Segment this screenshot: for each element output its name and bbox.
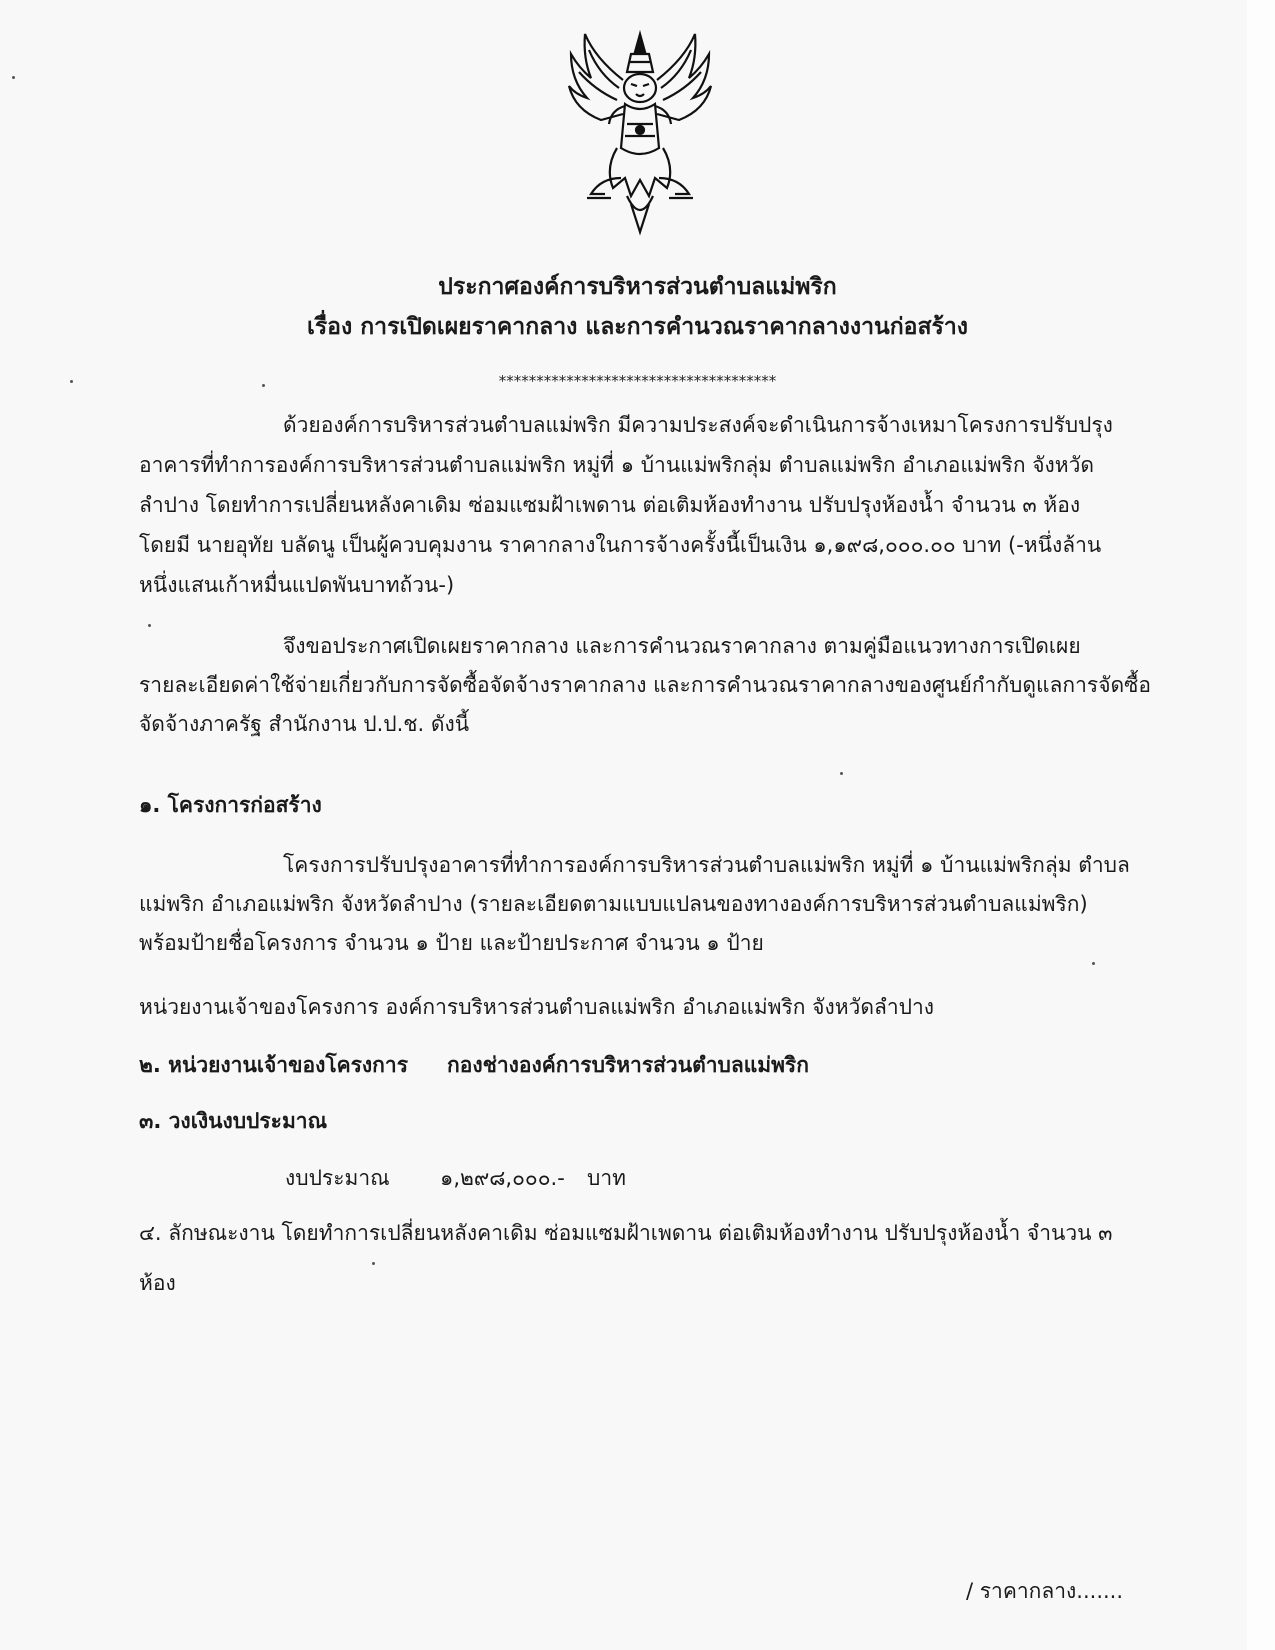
scan-speck: [1092, 962, 1095, 965]
section-1-line: โครงการปรับปรุงอาคารที่ทำการองค์การบริหารส่วนตำบลแม่พริก หมู่ที่ ๑ บ้านแม่พริกลุ่ม ตำบล: [283, 853, 1130, 877]
project-owner-line: หน่วยงานเจ้าของโครงการ องค์การบริหารส่วนตำบลแม่พริก อำเภอแม่พริก จังหวัดลำปาง: [139, 995, 935, 1019]
section-4-line: ๔. ลักษณะงาน โดยทำการเปลี่ยนหลังคาเดิม ซ่อมแซมฝ้าเพดาน ต่อเติมห้องทำงาน ปรับปรุงห้องน้ำ จำนวน ๓: [139, 1221, 1113, 1245]
announce-line: รายละเอียดค่าใช้จ่ายเกี่ยวกับการจัดซื้อจัดจ้างราคากลาง และการคำนวณราคากลางของศูนย์กำกับดูแลการจัดซื้อ: [139, 673, 1152, 697]
scan-speck: [70, 380, 73, 383]
announcement-subject: เรื่อง การเปิดเผยราคากลาง และการคำนวณราคากลางงานก่อสร้าง: [306, 314, 969, 340]
section-1-line: แม่พริก อำเภอแม่พริก จังหวัดลำปาง (รายละเอียดตามแบบแปลนของทางองค์การบริหารส่วนตำบลแม่พริก): [139, 892, 1088, 916]
intro-line: ลำปาง โดยทำการเปลี่ยนหลังคาเดิม ซ่อมแซมฝ้าเพดาน ต่อเติมห้องทำงาน ปรับปรุงห้องน้ำ จำนวน ๓ ห้อง: [139, 493, 1081, 517]
scan-speck: [12, 76, 15, 79]
section-1-line: พร้อมป้ายชื่อโครงการ จำนวน ๑ ป้าย และป้ายประกาศ จำนวน ๑ ป้าย: [139, 931, 764, 955]
budget-value: ๑,๒๙๘,๐๐๐.-: [440, 1166, 565, 1190]
separator-line: *************************************: [498, 372, 777, 390]
budget-label: งบประมาณ: [285, 1166, 390, 1190]
scan-speck: [262, 384, 265, 387]
scan-speck: [372, 1262, 375, 1265]
section-4-line: ห้อง: [139, 1271, 176, 1295]
intro-line: หนึ่งแสนเก้าหมื่นแปดพันบาทถ้วน-): [139, 573, 455, 597]
announce-line: จึงขอประกาศเปิดเผยราคากลาง และการคำนวณราคากลาง ตามคู่มือแนวทางการเปิดเผย: [283, 634, 1081, 658]
section-2-value: กองช่างองค์การบริหารส่วนตำบลแม่พริก: [447, 1053, 809, 1077]
intro-line: โดยมี นายอุทัย บลัดนู เป็นผู้ควบคุมงาน ราคากลางในการจ้างครั้งนี้เป็นเงิน ๑,๑๙๘,๐๐๐.๐๐ บาท (-หนึ่งล้าน: [139, 533, 1102, 557]
budget-unit: บาท: [587, 1166, 626, 1190]
intro-line: อาคารที่ทำการองค์การบริหารส่วนตำบลแม่พริก หมู่ที่ ๑ บ้านแม่พริกลุ่ม ตำบลแม่พริก อำเภอแม่พริก จังหวัด: [139, 453, 1095, 477]
section-2-heading: ๒. หน่วยงานเจ้าของโครงการ: [139, 1053, 408, 1077]
section-1-heading: ๑. โครงการก่อสร้าง: [139, 793, 322, 817]
announcement-title: ประกาศองค์การบริหารส่วนตำบลแม่พริก: [438, 274, 837, 300]
announce-line: จัดจ้างภาครัฐ สำนักงาน ป.ป.ช. ดังนี้: [139, 712, 470, 736]
scan-speck: [148, 624, 151, 627]
section-3-heading: ๓. วงเงินงบประมาณ: [139, 1109, 328, 1133]
garuda-emblem: [565, 28, 715, 238]
scan-speck: [840, 772, 843, 775]
scan-edge: [1247, 0, 1275, 1650]
intro-line: ด้วยองค์การบริหารส่วนตำบลแม่พริก มีความประสงค์จะดำเนินการจ้างเหมาโครงการปรับปรุง: [283, 413, 1113, 437]
continuation-note: / ราคากลาง.......: [966, 1579, 1124, 1603]
